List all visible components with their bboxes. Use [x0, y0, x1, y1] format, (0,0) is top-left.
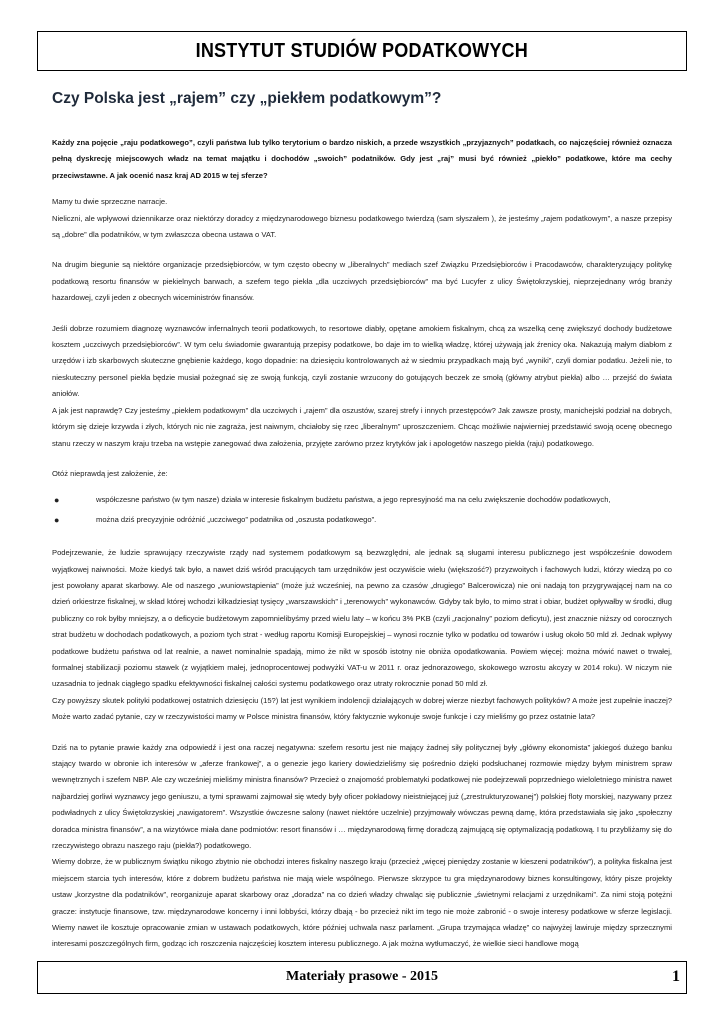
list-item [52, 492, 672, 508]
paragraph: Wiemy dobrze, że w publicznym świątku nikogo zbytnio nie obchodzi interes fiskalny naszego kraju (przecież „więcej pieniędzy zostanie w kieszeni podatników”), a polityka fiskalna jest miejscem starcia tych interesów, które z dobrem budżetu państwa nie mają wiele wspólnego. Pierwsze skrzypce tu gra międzynarodowy biznes konsultingowy, który pisze projekty ustaw „korzystne dla podatników”, reorganizuje aparat skarbowy oraz „doradza” na co dzień władzy chwaląc się publicznie „świetnymi relacjami z urzędnikami”. Za nimi stoją potężni gracze: instytucje finansowe, tzw. międzynarodowe koncerny i inni lobbyści, którzy dbają - bo przecież nikt im tego nie może zabronić - o swoje interesy podatkowe w sferze legislacji. Wiemy nawet ile kosztuje opracowanie zmian w ustawach podatkowych, które później uchwala nasz parlament. „Grupa trzymająca władzę” co najwyżej lawiruje między sprzecznymi interesami poszczególnych firm, godząc ich roszczenia najczęściej kosztem interesu publicznego. A jak można wytłumaczyć, że wielkie sieci handlowe mogą [52, 857, 672, 949]
bullet-icon: ● [54, 495, 60, 506]
footer-box [37, 961, 687, 994]
paragraph: Otóż nieprawdą jest założenie, że: [52, 468, 168, 478]
bullet-list [52, 492, 672, 528]
paragraph: Mamy tu dwie sprzeczne narracje. [52, 197, 168, 207]
paragraph: Na drugim biegunie są niektóre organizacje przedsiębiorców, w tym często obecny w „liberalnych” mediach szef Związku Przedsiębiorców i Pracodawców, charakteryzujący politykę podatkową resortu finansów w piekielnych barwach, a szefem tego piekła „dla uczciwych przedsiębiorców” ma być Lucyfer z ulicy Świętokrzyskiej, nieprzejednany wróg branży hazardowej, czyli jeden z obecnych wiceministrów finansów. [52, 260, 672, 303]
paragraph: Czy powyższy skutek polityki podatkowej ostatnich dziesięciu (15?) lat jest wynikiem indolencji działających w dobrej wierze niezbyt fachowych polityków? A może jest zupełnie inaczej? Może warto zadać pytanie, czy w rzeczywistości mamy w Polsce ministra finansów, który faktycznie wykonuje swoje funkcje i czy mieliśmy go przez ostatnie lata? [52, 695, 672, 722]
bullet-text: można dziś precyzyjnie odróżnić „uczciwego” podatnika od „oszusta podatkowego”. [96, 514, 377, 524]
lead-paragraph: Każdy zna pojęcie „raju podatkowego”, czyli państwa lub tylko terytorium o bardzo niskich, a przede wszystkich „przyjaznych” podatkach, co najczęściej również oznacza pełną dyskrecję miejscowych władz na temat majątku i dochodów „swoich” podatników. Gdy jest „raj” musi być również „piekło” podatkowe, które ma cechy przeciwstawne. A jak ocenić nasz kraj AD 2015 w tej sferze? [52, 138, 672, 180]
institute-title: INSTYTUT STUDIÓW PODATKOWYCH [195, 39, 529, 62]
paragraph: Podejrzewanie, że ludzie sprawujący rzeczywiste rządy nad systemem podatkowym są bezwzględni, ale jednak są sługami interesu publicznego jest współcześnie dowodem wyjątkowej naiwności. Może kiedyś tak było, a nawet dziś wśród pracujących tam urzędników jest oczywiście wielu (większość?) przyzwoitych i fachowych ludzi, którzy wiedzą po co jest powołany aparat skarbowy. Ale od naszego „wuniowstąpienia” (może już wcześniej, na pewno za czasów „drugiego” Balcerowicza) nie oni nadają ton przygrywającej nam na co dzień orkiestrze fiskalnej, w skład której wchodzi kilkadziesiąt tysięcy „warszawskich” i „terenowych” wykonawców. Gdyby tak było, to mimo strat i obiar, budżet opływałby w środki, dług publiczny co rok byłby mniejszy, a o deficycie budżetowym zapomnielibyśmy przed wielu laty – w końcu 3% PKB (czyli „racjonalny” poziom deficytu), jest znacznie niższy od corocznych strat budżetu w dochodach podatkowych, a poziom tych strat - według raportu Komisji Europejskiej – wynosi rocznie tylko w podatku od towarów i usług około 50 mld zł. Jednak wpływy podatkowe budżetu państwa od lat realnie, a nawet nominalnie spadają, mimo że nikt w sposób istotny nie obniża opodatkowania. Powiem więcej: można mówić nawet o trwałej, formalnej stabilizacji poziomu stawek (z wyjątkiem małej, jednoprocentowej podwyżki VAT-u w 2011 r. oraz jednorazowego, skokowego wzrostu akcyzy w 2014 roku). W niczym nie uzasadnia to jednak ciągłego spadku efektywności fiskalnej całości systemu podatkowego oraz utraty rokrocznie ponad 50 mld zł. [52, 548, 672, 689]
list-item [52, 512, 672, 528]
paragraph: Dziś na to pytanie prawie każdy zna odpowiedź i jest ona raczej negatywna: szefem resortu jest nie mający żadnej siły politycznej były „główny ekonomista” jakiegoś dużego banku stający twardo w obronie ich interesów w „aferze frankowej”, a o genezie jego kariery dowiedzieliśmy się pośrednio dzięki podsłuchanej rozmowie między byłym ministrem spraw wewnętrznych i szefem NBP. Ale czy wcześniej mieliśmy ministra finansów? Przecież o znajomość problematyki podatkowej nie podejrzewali poprzedniego wieloletniego ministra nawet najbardziej gorliwi wyznawcy jego geniuszu, a tymi sprawami zajmował się wtedy były oficer pokładowy nieistniejącej już („zrestrukturyzowanej”) polskiej floty morskiej, nazywany przez podwładnych z ulicy Świętokrzyskiej „nawigatorem”. Wszystkie ówczesne salony (nawet niektóre uczelnie) przyjmowały wówczas pewną damę, która przedstawiała się jako „społeczny doradca ministra finansów”, a na wizytówce miała dane podmiotów: resort finansów i … międzynarodową firmę doradczą zajmującą się optymalizacją podatkową. I tu przybliżamy się do rzeczywistego obrazu naszego raju (piekła?) podatkowego. [52, 742, 673, 851]
paragraph: A jak jest naprawdę? Czy jesteśmy „piekłem podatkowym” dla uczciwych i „rajem” dla oszustów, szarej strefy i innych przestępców? Jak zawsze prosty, manichejski podział na dobrych, którym się dzieje krzywda i złych, których nic nie zagraża, jest naiwnym, chciałoby się rzec „liberalnym” uproszczeniem. Chcąc możliwie najwierniej przedstawić swoją ocenę obecnego stanu rzeczy w naszym kraju trzeba na wstępie zanegować dwa założenia, przyjęte zarówno przez krytyków jak i apologetów naszego piekła (raju) podatkowego. [52, 405, 672, 448]
page-number: 1 [672, 968, 680, 985]
footer-label: Materiały prasowe - 2015 [285, 969, 439, 984]
paragraph: Jeśli dobrze rozumiem diagnozę wyznawców infernalnych teorii podatkowych, to resortowe diabły, opętane amokiem fiskalnym, chcą za wszelką cenę zwiększyć dochody budżetowe kosztem „uczciwych przedsiębiorców”. W tym celu świadomie gwarantują przepisy podatkowe, bo daje im to wielką władzę, której używają jak źrenicy oka. Nakazują małym diabłom z urzędów i izb skarbowych skuteczne gnębienie każdego, kogo dopadnie: na dziesięciu kontrolowanych aż w siedmiu przypadkach mają być „wyniki”, czyli domiar podatku. Jeżeli nie, to nieskuteczny personel piekła będzie musiał pożegnać się ze swoją funkcją, czyli zostanie wrzucony do gotujących beczek ze smołą (główny atrybut piekła) albo … przejść do świata aniołów. [52, 323, 672, 399]
bullet-text: współczesne państwo (w tym nasze) działa w interesie fiskalnym budżetu państwa, a jego represyjność ma na celu zwiększenie dochodów podatkowych, [96, 495, 611, 505]
article-title: Czy Polska jest „rajem” czy „piekłem podatkowym”? [52, 90, 442, 107]
paragraph: Nieliczni, ale wpływowi dziennikarze oraz niektórzy doradcy z międzynarodowego biznesu podatkowego twierdzą (sam słyszałem ), że jesteśmy „rajem podatkowym”, a nasze przepisy są „dobre” dla podatników, w tym zwłaszcza obecna ustawa o VAT. [52, 213, 672, 240]
article-body [52, 135, 672, 953]
bullet-icon: ● [54, 514, 60, 525]
header-box [37, 31, 687, 71]
